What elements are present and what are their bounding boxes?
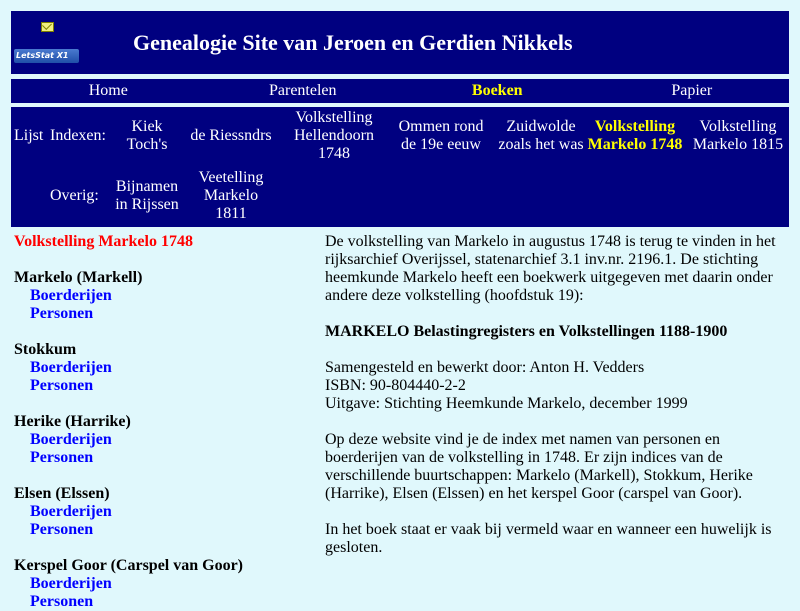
sidebar-heading: Volkstelling Markelo 1748 — [14, 233, 193, 250]
sidebar — [14, 233, 314, 611]
book-isbn: ISBN: 90-804440-2-2 — [325, 377, 466, 394]
envelope-icon[interactable] — [41, 22, 54, 32]
link-markelo-personen[interactable]: Personen — [30, 305, 94, 322]
group-herike: Herike (Harrike) — [14, 413, 131, 430]
book-title: MARKELO Belastingregisters en Volkstellingen 1188-1900 — [325, 323, 728, 340]
book-publisher: Uitgave: Stichting Heemkunde Markelo, december 1999 — [325, 395, 688, 412]
index-text: Op deze website vind je de index met namen van personen en boerderijen van de volkstelling in 1748. Er zijn indices van de verschillende buurtschappen: Markelo (Markell), Stokkum, Herike (Harrike), Elsen (Elssen) en het kerspel Goor (carspel van Goor). — [325, 431, 753, 502]
link-elsen-personen[interactable]: Personen — [30, 521, 94, 538]
overig-bijnamen-rijssen[interactable]: Bijnamen in Rijssen — [115, 178, 179, 213]
index-volkstelling-markelo-1748[interactable]: Volkstelling Markelo 1748 — [587, 118, 683, 153]
group-markelo: Markelo (Markell) — [14, 269, 143, 286]
nav-papier[interactable]: Papier — [671, 82, 713, 99]
main-content — [325, 233, 785, 575]
group-stokkum: Stokkum — [14, 341, 77, 358]
lijst-label[interactable]: Lijst — [14, 127, 44, 144]
marriage-text: In het boek staat er vaak bij vermeld waar en wanneer een huwelijk is gesloten. — [325, 521, 772, 556]
index-volkstelling-hellendoorn[interactable]: Volkstelling Hellendoorn 1748 — [294, 109, 374, 162]
index-ommen[interactable]: Ommen rond de 19e eeuw — [398, 118, 484, 153]
book-details — [325, 359, 785, 413]
group-elsen: Elsen (Elssen) — [14, 485, 110, 502]
link-markelo-boerderijen[interactable]: Boerderijen — [30, 287, 112, 304]
overig-label: Overig: — [50, 187, 99, 204]
index-riessndrs[interactable]: de Riessndrs — [190, 127, 272, 144]
index-kiek-tochs[interactable]: Kiek Toch's — [126, 118, 168, 153]
link-stokkum-boerderijen[interactable]: Boerderijen — [30, 359, 112, 376]
site-header — [11, 11, 789, 74]
link-goor-boerderijen[interactable]: Boerderijen — [30, 575, 112, 592]
top-nav — [11, 79, 789, 103]
book-author: Samengesteld en bewerkt door: Anton H. Vedders — [325, 359, 645, 376]
link-stokkum-personen[interactable]: Personen — [30, 377, 94, 394]
index-volkstelling-markelo-1815[interactable]: Volkstelling Markelo 1815 — [692, 118, 784, 153]
sub-nav — [11, 107, 789, 227]
nav-home[interactable]: Home — [88, 82, 128, 99]
nav-parentelen[interactable]: Parentelen — [268, 82, 337, 99]
group-kerspel-goor: Kerspel Goor (Carspel van Goor) — [14, 557, 244, 574]
indexen-label: Indexen: — [50, 127, 106, 144]
link-herike-personen[interactable]: Personen — [30, 449, 94, 466]
page-title: Genealogie Site van Jeroen en Gerdien Nikkels — [133, 30, 573, 55]
link-goor-personen[interactable]: Personen — [30, 593, 94, 610]
link-herike-boerderijen[interactable]: Boerderijen — [30, 431, 112, 448]
link-elsen-boerderijen[interactable]: Boerderijen — [30, 503, 112, 520]
intro-text: De volkstelling van Markelo in augustus 1748 is terug te vinden in het rijksarchief Overijssel, statenarchief 3.1 inv.nr. 2196.1. De stichting heemkunde Markelo heeft een boekwerk uitgegeven met daarin onder andere deze volkstelling (hoofdstuk 19): — [325, 233, 776, 304]
overig-veetelling-markelo[interactable]: Veetelling Markelo 1811 — [198, 169, 264, 222]
nav-boeken[interactable]: Boeken — [471, 82, 523, 99]
letsstat-badge[interactable]: LetsStat X1 — [14, 49, 79, 63]
index-zuidwolde[interactable]: Zuidwolde zoals het was — [498, 118, 584, 153]
